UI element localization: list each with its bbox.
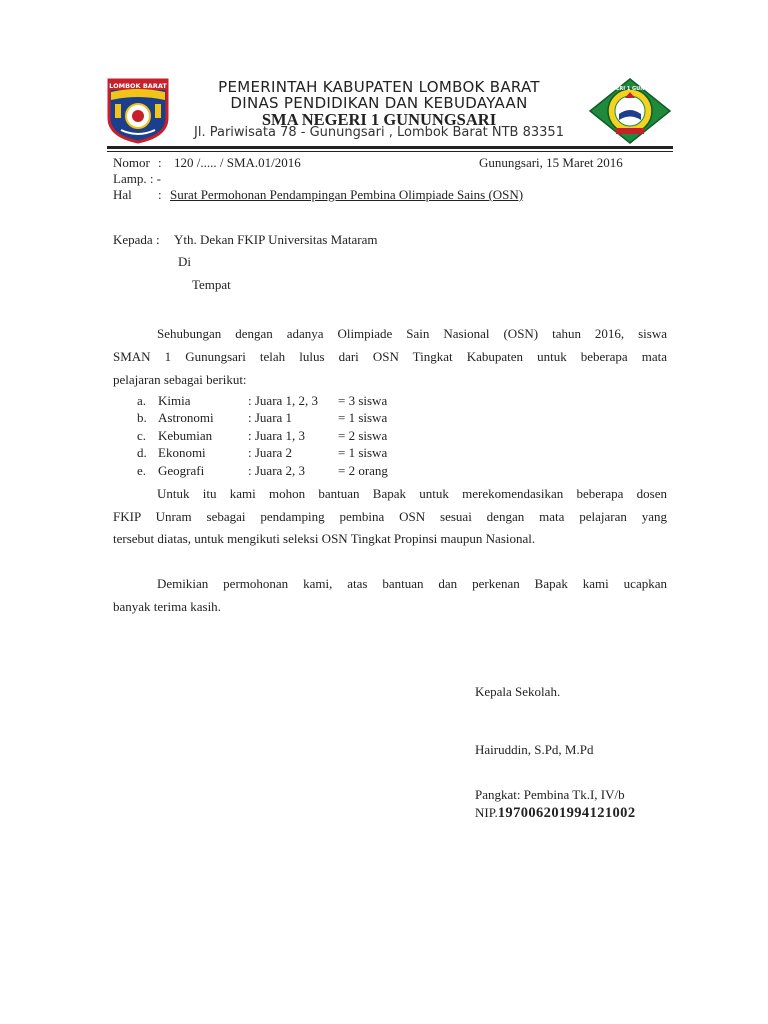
nip-label: NIP.	[475, 805, 498, 820]
hal-label: Hal	[113, 187, 132, 202]
nomor-label: Nomor	[113, 155, 150, 170]
lampiran: Lamp. : -	[113, 171, 162, 186]
signature-rank: Pangkat: Pembina Tk.I, IV/b	[475, 787, 625, 802]
school-emblem-logo	[589, 78, 671, 144]
header-divider-thick	[107, 146, 673, 149]
signature-name: Hairuddin, S.Pd, M.Pd	[475, 742, 594, 757]
para3-line2: banyak terima kasih.	[113, 599, 221, 614]
kepada-label: Kepada :	[113, 232, 160, 247]
list-subject: Astronomi	[158, 410, 214, 425]
hal-separator: :	[158, 187, 162, 202]
list-letter: c.	[137, 428, 147, 443]
kepada-recipient: Yth. Dekan FKIP Universitas Mataram	[174, 232, 378, 247]
signature-nip	[475, 805, 635, 821]
list-subject: Ekonomi	[158, 445, 206, 460]
recipient-tempat: Tempat	[192, 277, 231, 292]
header-government: PEMERINTAH KABUPATEN LOMBOK BARAT	[218, 78, 540, 96]
nomor-separator: :	[158, 155, 162, 170]
header-department: DINAS PENDIDIKAN DAN KEBUDAYAAN	[230, 94, 528, 112]
nip-value: 197006201994121002	[497, 805, 636, 821]
list-letter: d.	[137, 445, 147, 460]
list-count: = 1 siswa	[338, 410, 388, 425]
list-count: = 2 orang	[338, 463, 388, 478]
logo-left-text: LOMBOK BARAT	[109, 82, 167, 90]
recipient-di: Di	[178, 254, 191, 269]
logo-right-text: SMA NEGERI 1 GUNUNGSARI	[590, 86, 670, 92]
list-letter: e.	[137, 463, 147, 478]
para2-line3: tersebut diatas, untuk mengikuti seleksi OSN Tingkat Propinsi maupun Nasional.	[113, 531, 536, 546]
header-divider-thin	[107, 151, 673, 152]
list-rank: : Juara 1, 3	[248, 428, 306, 443]
list-count: = 1 siswa	[338, 445, 388, 460]
list-subject: Geografi	[158, 463, 205, 478]
list-rank: : Juara 2	[248, 445, 293, 460]
list-rank: : Juara 1, 2, 3	[248, 393, 319, 408]
list-rank: : Juara 1	[248, 410, 293, 425]
list-rank: : Juara 2, 3	[248, 463, 306, 478]
header-address: Jl. Pariwisata 78 - Gunungsari , Lombok Barat NTB 83351	[194, 125, 564, 140]
letter-date: Gunungsari, 15 Maret 2016	[479, 155, 623, 170]
list-count: = 2 siswa	[338, 428, 388, 443]
list-letter: a.	[137, 393, 147, 408]
header-school-name: SMA NEGERI 1 GUNUNGSARI	[261, 110, 497, 129]
para1-line3: pelajaran sebagai berikut:	[113, 372, 247, 387]
para1-line1: Sehubungan dengan adanya Olimpiade Sain Nasional (OSN) tahun 2016, siswa	[157, 326, 667, 341]
hal-subject: Surat Permohonan Pendampingan Pembina Olimpiade Sains (OSN)	[170, 187, 524, 202]
lombok-barat-crest-logo	[107, 78, 169, 144]
para3-line1: Demikian permohonan kami, atas bantuan dan perkenan Bapak kami ucapkan	[157, 576, 667, 591]
list-subject: Kebumian	[158, 428, 213, 443]
para2-line2: FKIP Unram sebagai pendamping pembina OSN sesuai dengan mata pelajaran yang	[113, 509, 667, 524]
para1-line2: SMAN 1 Gunungsari telah lulus dari OSN Tingkat Kabupaten untuk beberapa mata	[113, 349, 667, 364]
list-count: = 3 siswa	[338, 393, 388, 408]
nomor-value: 120 /..... / SMA.01/2016	[174, 155, 301, 170]
para2-line1: Untuk itu kami mohon bantuan Bapak untuk merekomendasikan beberapa dosen	[157, 486, 667, 501]
signature-title: Kepala Sekolah.	[475, 684, 561, 699]
list-subject: Kimia	[158, 393, 191, 408]
list-letter: b.	[137, 410, 147, 425]
